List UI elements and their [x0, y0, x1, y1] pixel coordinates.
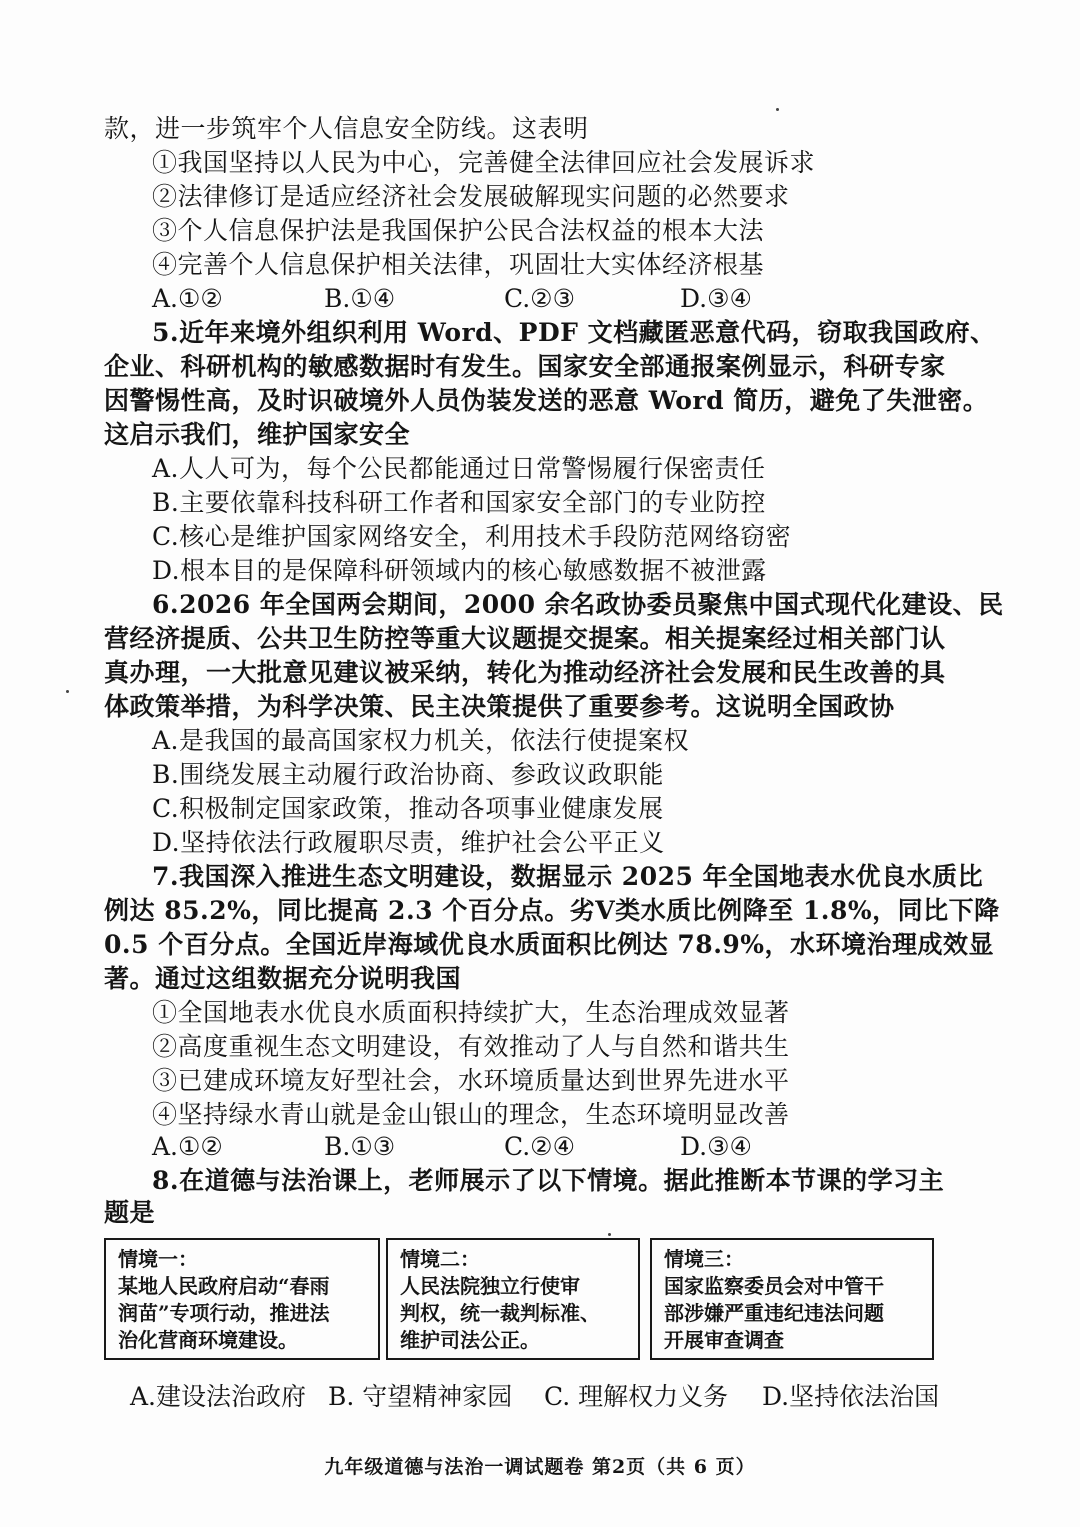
q4-option-c: C.②③	[504, 284, 576, 313]
q7-item-4: ④坚持绿水青山就是金山银山的理念，生态环境明显改善	[152, 1100, 790, 1129]
scenario-3-title: 情境三：	[664, 1247, 744, 1271]
scan-speck	[66, 690, 69, 693]
q5-stem-line-3: 因警惕性高，及时识破境外人员伪装发送的恶意 Word 简历，避免了失泄密。	[104, 386, 989, 415]
q7-item-1: ①全国地表水优良水质面积持续扩大，生态治理成效显著	[152, 998, 790, 1027]
q7-option-b: B.①③	[324, 1132, 396, 1161]
q7-stem-line-1: 7.我国深入推进生态文明建设，数据显示 2025 年全国地表水优良水质比	[152, 862, 984, 891]
q7-option-a: A.①②	[152, 1132, 223, 1161]
scenario-2-line-3: 维护司法公正。	[400, 1328, 540, 1352]
q6-option-b: B.围绕发展主动履行政治协商、参政议政职能	[152, 760, 664, 789]
scenario-1-line-2: 润苗”专项行动，推进法	[118, 1301, 330, 1325]
q8-option-c: C. 理解权力义务	[544, 1382, 729, 1411]
q7-option-c: C.②④	[504, 1132, 576, 1161]
q4-stem-continuation: 款，进一步筑牢个人信息安全防线。这表明	[104, 114, 589, 143]
q7-stem-line-4: 著。通过这组数据充分说明我国	[104, 964, 462, 993]
q7-item-3: ③已建成环境友好型社会，水环境质量达到世界先进水平	[152, 1066, 790, 1095]
q6-option-c: C.积极制定国家政策，推动各项事业健康发展	[152, 794, 664, 823]
q5-stem-line-1: 5.近年来境外组织利用 Word、PDF 文档藏匿恶意代码，窃取我国政府、	[152, 318, 996, 347]
q7-stem-line-3: 0.5 个百分点。全国近岸海域优良水质面积比例达 78.9%，水环境治理成效显	[104, 930, 995, 959]
q6-stem-line-4: 体政策举措，为科学决策、民主决策提供了重要参考。这说明全国政协	[104, 692, 895, 721]
scenario-box-1	[104, 1238, 380, 1360]
q7-item-2: ②高度重视生态文明建设，有效推动了人与自然和谐共生	[152, 1032, 790, 1061]
scenario-box-3	[650, 1238, 934, 1360]
q4-item-4: ④完善个人信息保护相关法律，巩固壮大实体经济根基	[152, 250, 765, 279]
scan-speck	[776, 108, 779, 111]
scenario-2-title: 情境二：	[400, 1247, 480, 1271]
q4-option-a: A.①②	[152, 284, 223, 313]
scan-speck	[608, 1233, 611, 1236]
page-footer: 九年级道德与法治一调试题卷 第2页（共 6 页）	[324, 1456, 756, 1478]
scenario-2-line-1: 人民法院独立行使审	[400, 1274, 580, 1298]
q7-option-d: D.③④	[680, 1132, 752, 1161]
q4-option-d: D.③④	[680, 284, 752, 313]
q4-option-b: B.①④	[324, 284, 396, 313]
q5-stem-line-2: 企业、科研机构的敏感数据时有发生。国家安全部通报案例显示，科研专家	[104, 352, 946, 381]
scenario-1-line-3: 治化营商环境建设。	[118, 1328, 298, 1352]
scenario-box-2	[386, 1238, 640, 1360]
q6-option-d: D.坚持依法行政履职尽责，维护社会公平正义	[152, 828, 665, 857]
q8-option-b: B. 守望精神家园	[328, 1382, 513, 1411]
scenario-3-line-2: 部涉嫌严重违纪违法问题	[664, 1301, 884, 1325]
q4-item-3: ③个人信息保护法是我国保护公民合法权益的根本大法	[152, 216, 765, 245]
q6-option-a: A.是我国的最高国家权力机关，依法行使提案权	[152, 726, 690, 755]
scenario-3-line-3: 开展审查调查	[664, 1328, 784, 1352]
q5-option-c: C.核心是维护国家网络安全，利用技术手段防范网络窃密	[152, 522, 792, 551]
q5-stem-line-4: 这启示我们，维护国家安全	[104, 420, 411, 449]
q4-item-2: ②法律修订是适应经济社会发展破解现实问题的必然要求	[152, 182, 790, 211]
q7-stem-line-2: 例达 85.2%，同比提高 2.3 个百分点。劣Ⅴ类水质比例降至 1.8%，同比下降	[104, 896, 1000, 925]
q8-stem-line-2: 题是	[104, 1198, 156, 1227]
q5-option-d: D.根本目的是保障科研领域内的核心敏感数据不被泄露	[152, 556, 767, 585]
q5-option-a: A.人人可为，每个公民都能通过日常警惕履行保密责任	[152, 454, 766, 483]
scenario-1-line-1: 某地人民政府启动“春雨	[118, 1274, 330, 1298]
q8-stem-line-1: 8.在道德与法治课上，老师展示了以下情境。据此推断本节课的学习主	[152, 1166, 945, 1195]
scenario-1-title: 情境一：	[118, 1247, 198, 1271]
q6-stem-line-2: 营经济提质、公共卫生防控等重大议题提交提案。相关提案经过相关部门认	[104, 624, 946, 653]
q8-option-a: A.建设法治政府	[130, 1382, 307, 1411]
q5-option-b: B.主要依靠科技科研工作者和国家安全部门的专业防控	[152, 488, 766, 517]
scenario-2-line-2: 判权，统一裁判标准、	[400, 1301, 600, 1325]
q6-stem-line-1: 6.2026 年全国两会期间，2000 余名政协委员聚焦中国式现代化建设、民	[152, 590, 1004, 619]
scenario-3-line-1: 国家监察委员会对中管干	[664, 1274, 884, 1298]
q8-option-d: D.坚持依法治国	[762, 1382, 940, 1411]
q4-item-1: ①我国坚持以人民为中心，完善健全法律回应社会发展诉求	[152, 148, 816, 177]
q6-stem-line-3: 真办理，一大批意见建议被采纳，转化为推动经济社会发展和民生改善的具	[104, 658, 946, 687]
